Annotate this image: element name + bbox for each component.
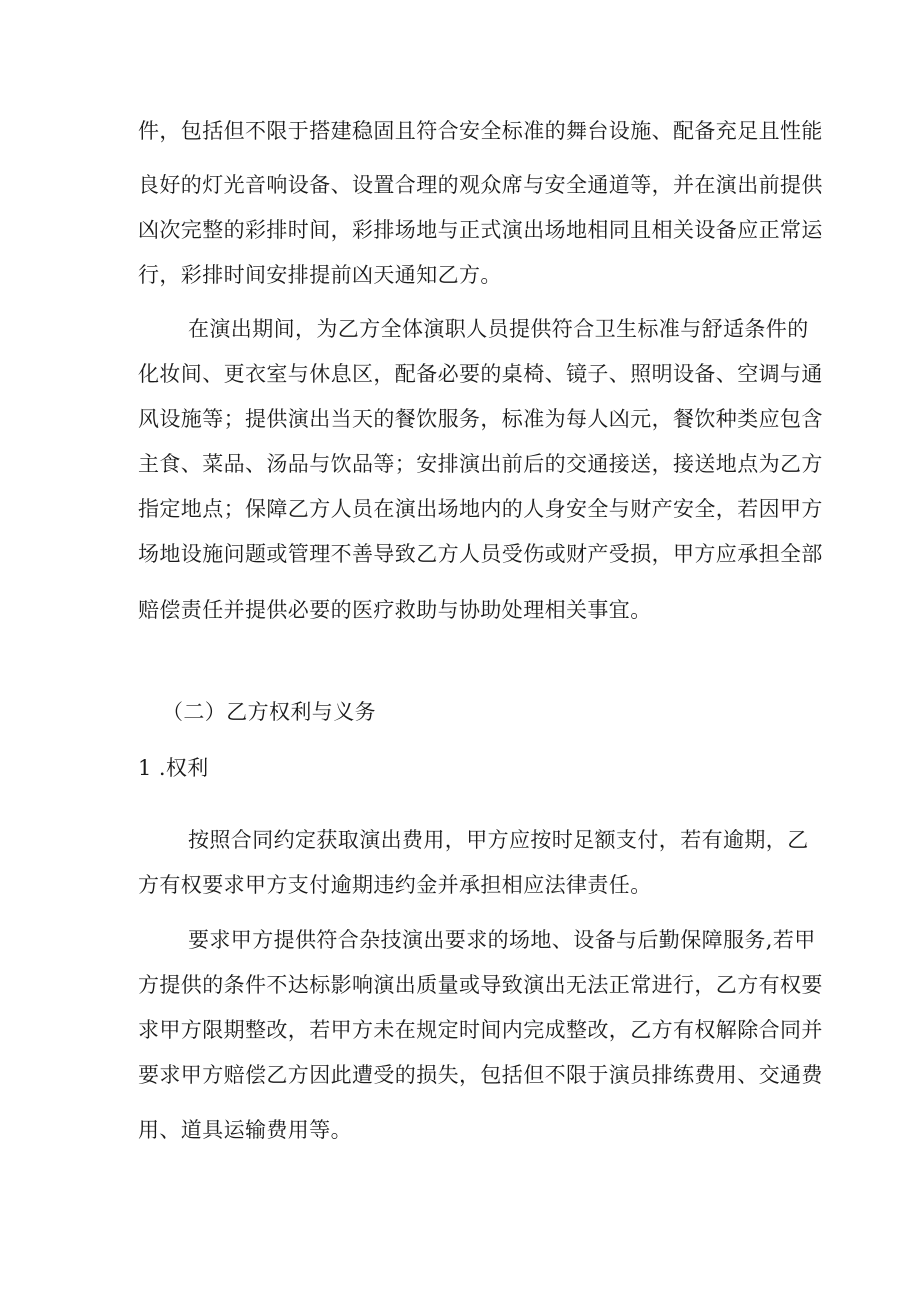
paragraph-4-line-1: 要求甲方提供符合杂技演出要求的场地、设备与后勤保障服务,若甲 <box>188 928 816 952</box>
paragraph-1-line-3: 凶次完整的彩排时间，彩排场地与正式演出场地相同且相关设备应正常运 <box>138 218 823 242</box>
paragraph-4-line-4: 要求甲方赔偿乙方因此遭受的损失，包括但不限于演员排练费用、交通费 <box>138 1063 823 1087</box>
subsection-heading: 1 .权利 <box>138 756 209 780</box>
paragraph-4-line-5: 用、道具运输费用等。 <box>138 1118 352 1142</box>
paragraph-2-line-6: 场地设施问题或管理不善导致乙方人员受伤或财产受损，甲方应承担全部 <box>138 542 823 566</box>
paragraph-2-line-5: 指定地点；保障乙方人员在演出场地内的人身安全与财产安全，若因甲方 <box>138 497 823 521</box>
paragraph-1-line-1: 件，包括但不限于搭建稳固且符合安全标准的舞台设施、配备充足且性能 <box>138 119 823 143</box>
paragraph-2-line-2: 化妆间、更衣室与休息区，配备必要的桌椅、镜子、照明设备、空调与通 <box>138 362 823 386</box>
paragraph-2-line-4: 主食、菜品、汤品与饮品等；安排演出前后的交通接送，接送地点为乙方 <box>138 452 823 476</box>
paragraph-2-line-7: 赔偿责任并提供必要的医疗救助与协助处理相关事宜。 <box>138 598 652 622</box>
paragraph-4-line-2: 方提供的条件不达标影响演出质量或导致演出无法正常进行，乙方有权要 <box>138 973 823 997</box>
paragraph-2-line-3: 风设施等；提供演出当天的餐饮服务，标准为每人凶元，餐饮种类应包含 <box>138 407 823 431</box>
paragraph-1-line-4: 行，彩排时间安排提前凶天通知乙方。 <box>138 263 502 287</box>
paragraph-3-line-2: 方有权要求甲方支付逾期违约金并承担相应法律责任。 <box>138 873 652 897</box>
paragraph-1-line-2: 良好的灯光音响设备、设置合理的观众席与安全通道等，并在演出前提供 <box>138 173 823 197</box>
paragraph-2-line-1: 在演出期间，为乙方全体演职人员提供符合卫生标准与舒适条件的 <box>188 317 809 341</box>
paragraph-4-line-3: 求甲方限期整改，若甲方未在规定时间内完成整改，乙方有权解除合同并 <box>138 1018 823 1042</box>
section-heading: （二）乙方权利与义务 <box>162 700 376 724</box>
paragraph-3-line-1: 按照合同约定获取演出费用，甲方应按时足额支付，若有逾期，乙 <box>188 828 809 852</box>
